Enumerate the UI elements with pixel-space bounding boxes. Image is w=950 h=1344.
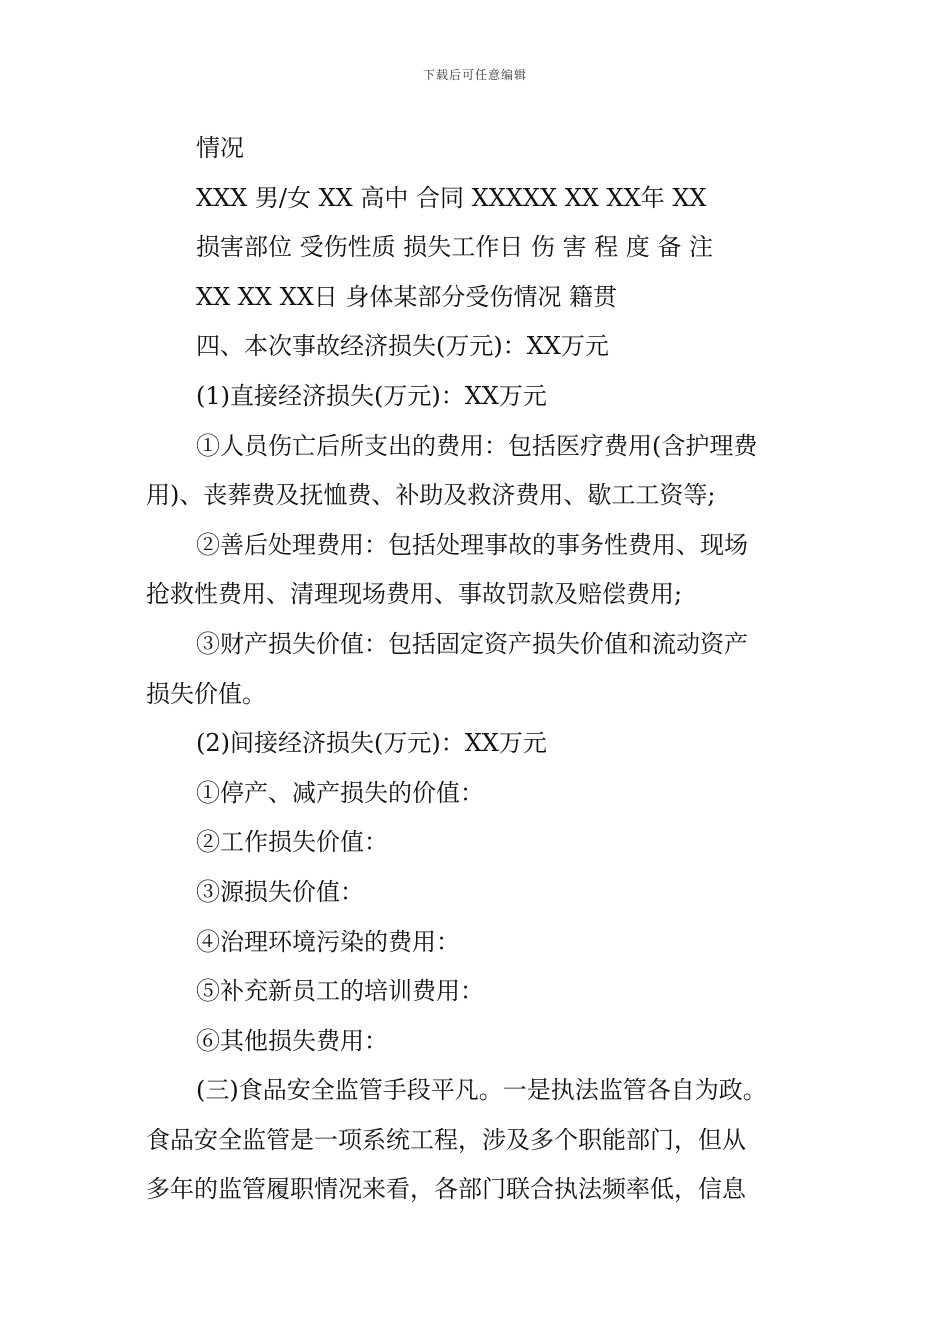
subsection-heading: (1)直接经济损失(万元)：XX万元 <box>196 381 547 410</box>
page-header: 下载后可任意编辑 <box>422 68 527 82</box>
subsection-heading: (2)间接经济损失(万元)：XX万元 <box>196 729 547 758</box>
text-line: XX XX XX日 身体某部分受伤情况 籍贯 <box>196 282 618 311</box>
list-item: ①人员伤亡后所支出的费用：包括医疗费用(含护理费 <box>196 431 758 460</box>
paragraph-line: 多年的监管履职情况来看，各部门联合执法频率低，信息 <box>146 1175 746 1204</box>
list-item-continuation: 用)、丧葬费及抚恤费、补助及救济费用、歇工工资等; <box>146 481 716 510</box>
list-item-continuation: 抢救性费用、清理现场费用、事故罚款及赔偿费用; <box>146 580 683 609</box>
document-body <box>146 124 810 1215</box>
list-item: ③源损失价值： <box>196 877 364 906</box>
list-item: ②善后处理费用：包括处理事故的事务性费用、现场 <box>196 530 748 559</box>
list-item: ⑥其他损失费用： <box>196 1026 388 1055</box>
text-line: 情况 <box>196 134 244 162</box>
list-item: ④治理环境污染的费用： <box>196 927 460 956</box>
list-item: ①停产、减产损失的价值： <box>196 778 484 807</box>
paragraph-line: 食品安全监管是一项系统工程，涉及多个职能部门，但从 <box>146 1125 746 1154</box>
list-item: ⑤补充新员工的培训费用： <box>196 977 484 1006</box>
list-item-continuation: 损失价值。 <box>146 679 266 708</box>
text-line: 损害部位 受伤性质 损失工作日 伤 害 程 度 备 注 <box>196 233 714 262</box>
list-item: ②工作损失价值： <box>196 828 388 857</box>
paragraph-line: (三)食品安全监管手段平凡。一是执法监管各自为政。 <box>196 1076 767 1105</box>
list-item: ③财产损失价值：包括固定资产损失价值和流动资产 <box>196 629 748 658</box>
section-heading: 四、本次事故经济损失(万元)：XX万元 <box>196 332 609 361</box>
text-line: XXX 男/女 XX 高中 合同 XXXXX XX XX年 XX <box>196 183 707 212</box>
